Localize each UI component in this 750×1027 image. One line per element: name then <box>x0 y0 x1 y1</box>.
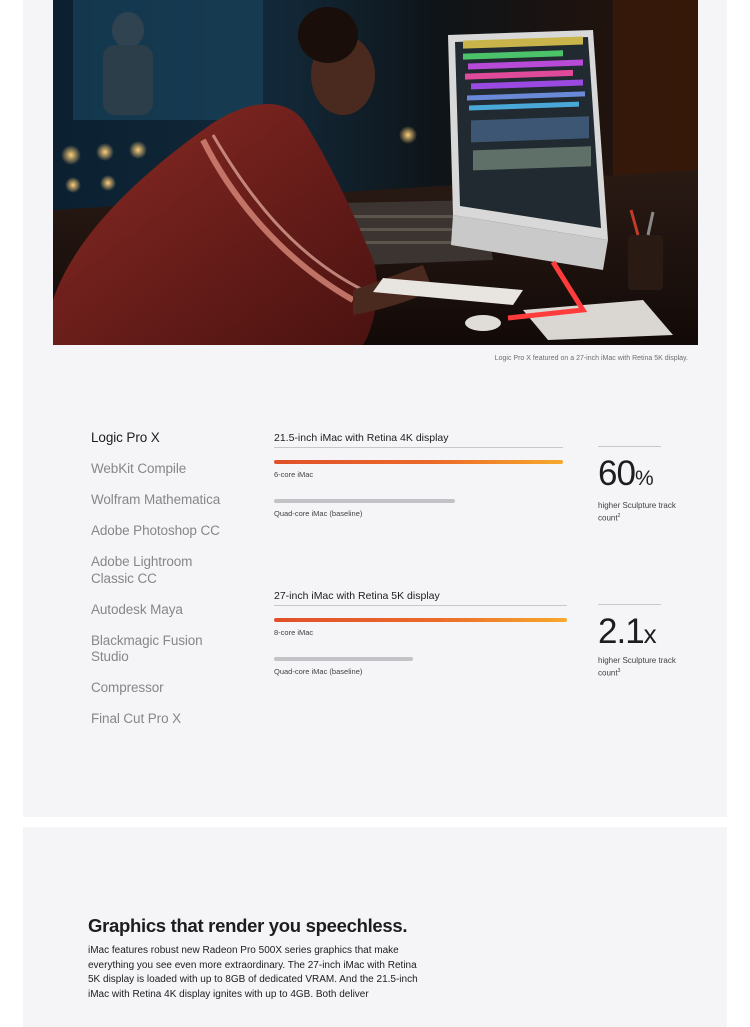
bar-6-core <box>274 460 563 464</box>
stat-note-text: higher Sculpture track count <box>598 656 676 678</box>
comparison-divider <box>274 447 563 448</box>
app-list <box>91 430 251 742</box>
app-item-logic-pro-x[interactable]: Logic Pro X <box>91 430 160 445</box>
app-item-blackmagic-fusion-studio[interactable]: Blackmagic Fusion Studio <box>91 632 203 664</box>
comparison-title: 21.5-inch iMac with Retina 4K display <box>274 432 449 444</box>
app-item-adobe-photoshop-cc[interactable]: Adobe Photoshop CC <box>91 523 220 538</box>
stat-note <box>598 501 688 524</box>
stat-retina-5k <box>598 604 688 679</box>
footnote-marker[interactable]: 3 <box>617 668 621 674</box>
bar-label-6-core: 6-core iMac <box>274 470 314 479</box>
hero-photo <box>53 0 698 345</box>
app-item-adobe-lightroom-classic-cc[interactable]: Adobe Lightroom Classic CC <box>91 554 193 586</box>
section-body: iMac features robust new Radeon Pro 500X series graphics that make everything you see even more extraordinary. The 27-inch iMac with Retina 5K display is loaded with up to 8GB of dedicated VRAM. And the 21.5-inch iMac with Retina 4K display ignites with up to 4GB. Both deliver <box>88 945 418 1000</box>
stat-number: 2.1 <box>598 612 644 651</box>
stat-suffix: % <box>634 467 654 490</box>
section-title: Graphics that render you speechless. <box>88 915 408 936</box>
app-item-autodesk-maya[interactable]: Autodesk Maya <box>91 601 183 617</box>
footnote-marker[interactable]: 2 <box>617 513 621 519</box>
bar-quad-core-baseline <box>274 499 455 503</box>
bar-track-fast <box>274 460 563 464</box>
bar-8-core <box>274 618 567 622</box>
bar-track-fast <box>274 618 567 622</box>
stat-divider <box>598 604 661 605</box>
stat-value <box>598 455 688 498</box>
bar-label-quad-core: Quad-core iMac (baseline) <box>274 509 363 518</box>
photo-caption: Logic Pro X featured on a 27-inch iMac with Retina 5K display. <box>494 355 688 362</box>
bar-track-baseline <box>274 657 567 661</box>
app-item-wolfram-mathematica[interactable]: Wolfram Mathematica <box>91 492 221 507</box>
stat-number: 60 <box>598 454 635 493</box>
stat-note-text: higher Sculpture track count <box>598 501 676 523</box>
bar-track-baseline <box>274 499 563 503</box>
stat-note <box>598 656 688 679</box>
comparison-divider <box>274 605 567 606</box>
app-item-compressor[interactable]: Compressor <box>91 680 164 695</box>
bar-label-8-core: 8-core iMac <box>274 628 314 637</box>
app-item-final-cut-pro-x[interactable]: Final Cut Pro X <box>91 711 182 726</box>
comparison-title: 27-inch iMac with Retina 5K display <box>274 590 440 602</box>
stat-retina-4k <box>598 446 688 524</box>
app-item-webkit-compile[interactable]: WebKit Compile <box>91 461 187 476</box>
stat-value <box>598 613 688 653</box>
stat-divider <box>598 446 661 447</box>
stat-suffix: x <box>643 619 657 649</box>
studio-photo-illustration <box>53 0 698 345</box>
bar-label-quad-core: Quad-core iMac (baseline) <box>274 667 363 676</box>
graphics-panel <box>23 827 727 1027</box>
performance-panel <box>23 0 727 817</box>
bar-quad-core-baseline <box>274 657 413 661</box>
